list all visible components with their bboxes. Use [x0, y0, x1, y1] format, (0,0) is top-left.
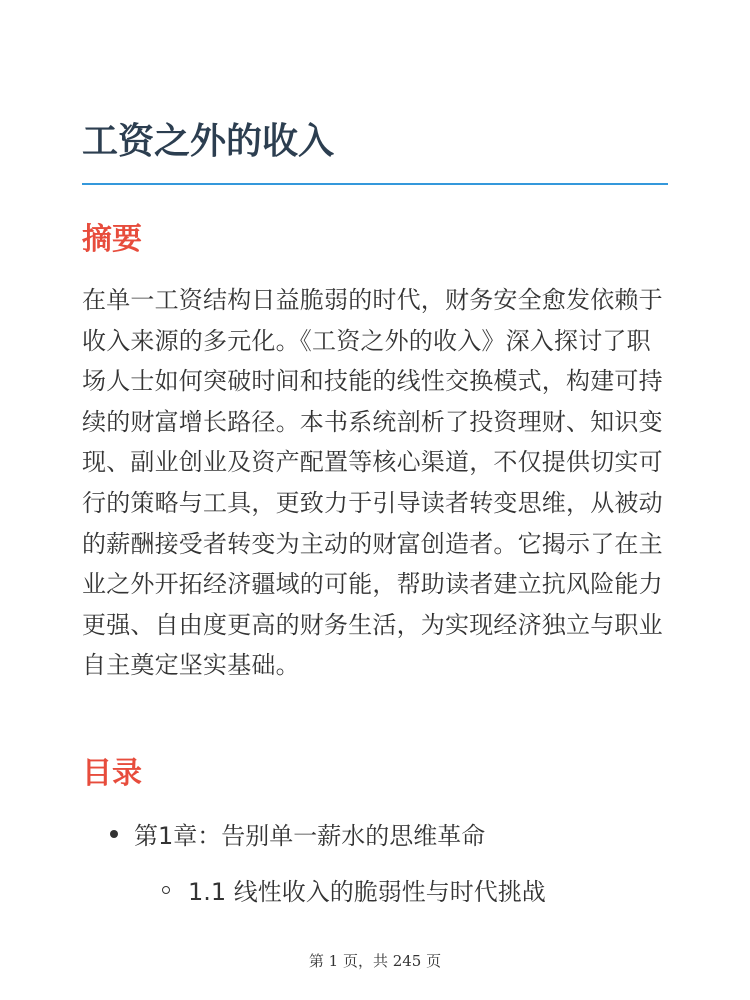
title-divider [82, 183, 668, 185]
toc-item-section-1-1[interactable] [162, 874, 546, 910]
abstract-heading: 摘要 [82, 222, 142, 257]
toc-item-label: 1.1 线性收入的脆弱性与时代挑战 [188, 878, 546, 906]
toc-item-chapter-1[interactable] [110, 818, 485, 854]
bullet-circle-icon [162, 886, 170, 894]
toc-heading: 目录 [82, 756, 142, 791]
document-title: 工资之外的收入 [82, 121, 335, 162]
toc-item-label: 第1章：告别单一薪水的思维革命 [134, 822, 486, 850]
page-number-footer: 第 1 页，共 245 页 [308, 952, 442, 970]
abstract-body: 在单一工资结构日益脆弱的时代，财务安全愈发依赖于收入来源的多元化。《工资之外的收入》深入探讨了职场人士如何突破时间和技能的线性交换模式，构建可持续的财富增长路径。本书系统剖析了投资理财、知识变现、副业创业及资产配置等核心渠道，不仅提供切实可行的策略与工具，更致力于引导读者转变思维，从被动的薪酬接受者转变为主动的财富创造者。它揭示了在主业之外开拓经济疆域的可能，帮助读者建立抗风险能力更强、自由度更高的财务生活，为实现经济独立与职业自主奠定坚实基础。 [82, 286, 663, 680]
bullet-disc-icon [110, 830, 118, 838]
